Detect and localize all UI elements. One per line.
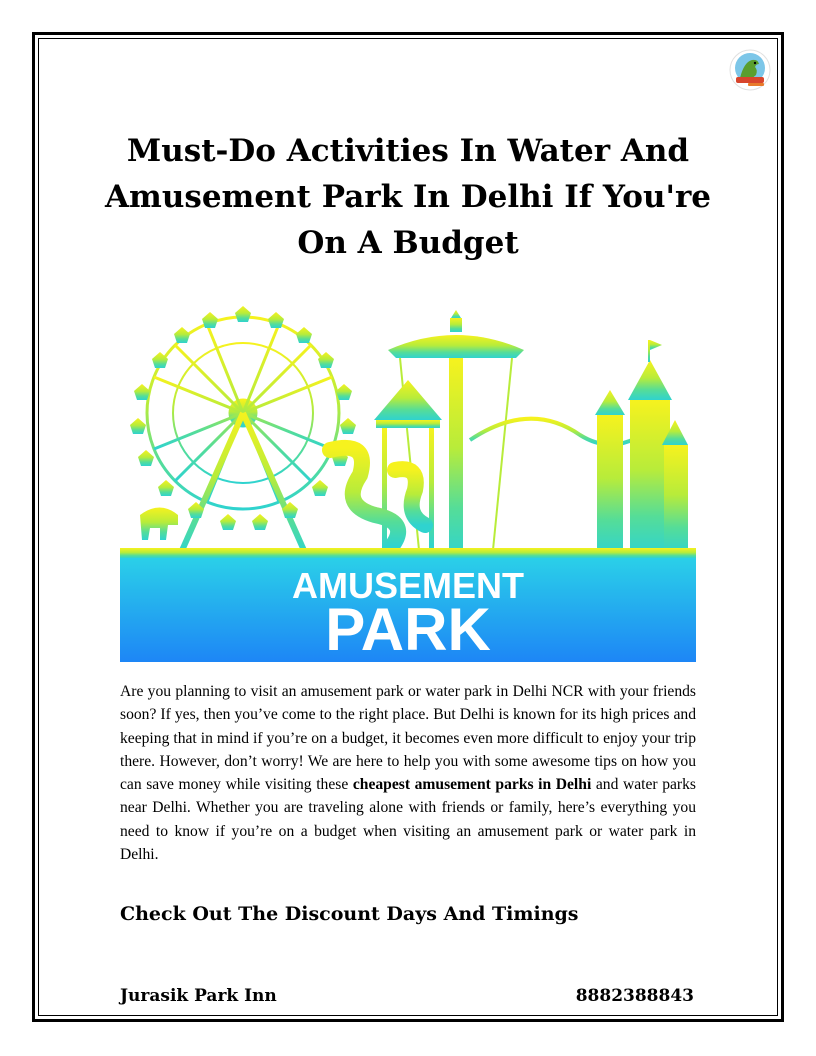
intro-paragraph-part1: Are you planning to visit an amusement park or water park in Delhi NCR with your friends soon? If yes, then you’ve come to the right place. But Delhi is known for its high prices and keeping that in mind if you’re on a budget, it becomes even more difficult to enjoy your trip there. However, don’t worry! We are here to help you with some awesome tips on how you can save money while visiting these	[120, 683, 696, 794]
hero-text-amusement: AMUSEMENT	[292, 565, 524, 606]
section-heading: Check Out The Discount Days And Timings	[120, 903, 579, 925]
amusement-park-illustration	[120, 300, 696, 662]
intro-paragraph-part2: and water parks near Delhi. Whether you are traveling alone with friends or family, here’s everything you need to know if you’re on a budget when visiting an amusement park or water park in Delhi.	[120, 776, 696, 864]
castle-icon	[595, 340, 688, 555]
jurasik-park-logo	[728, 48, 772, 92]
carousel-horse-icon	[140, 508, 178, 541]
footer-phone-number: 8882388843	[575, 986, 694, 1006]
park-fence	[120, 548, 696, 558]
intro-paragraph-bold: cheapest amusement parks in Delhi	[352, 776, 592, 794]
intro-paragraph	[120, 680, 696, 866]
footer-company-name: Jurasik Park Inn	[120, 986, 277, 1006]
page-title: Must-Do Activities In Water And Amusement Park In Delhi If You're On A Budget	[104, 133, 712, 261]
drop-tower-icon	[388, 310, 524, 560]
hero-text-park: PARK	[325, 596, 491, 662]
